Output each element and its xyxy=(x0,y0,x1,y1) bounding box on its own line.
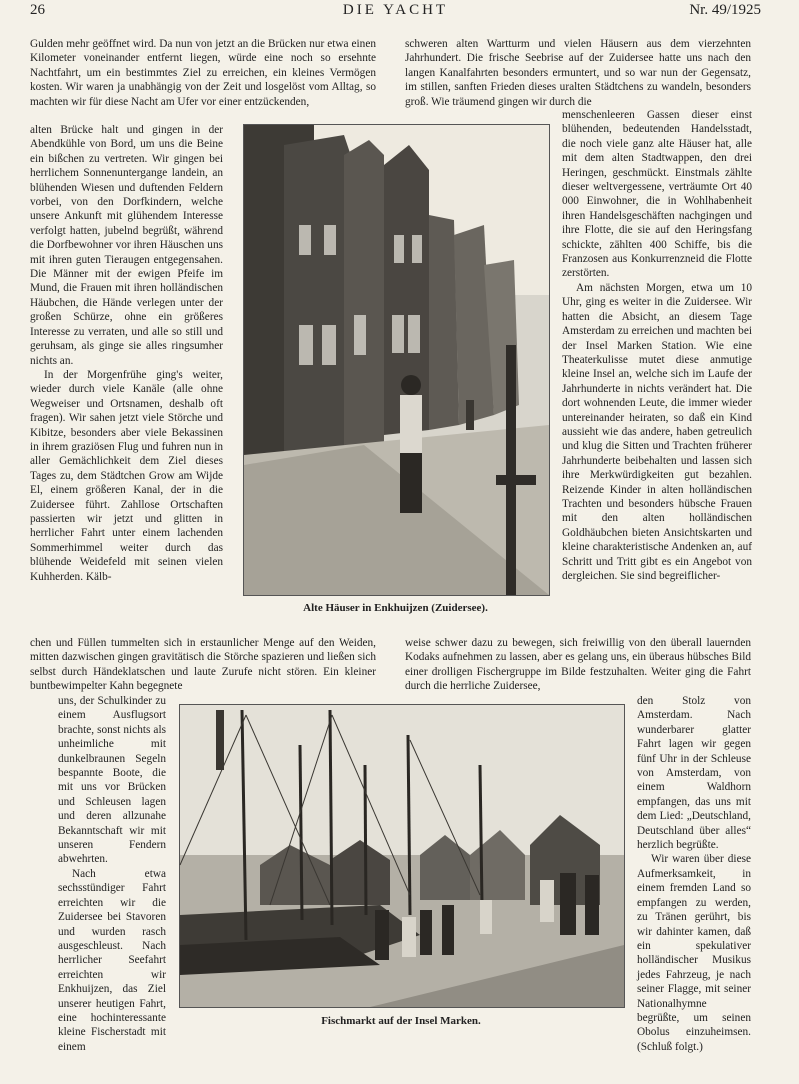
photo-fish-market-marken xyxy=(179,704,625,1008)
paragraph: chen und Füllen tummelten sich in erstaunlicher Menge auf den Weiden, mitten dazwischen gingen gravitätisch die Störche spazieren und ließen sich selbst durch Händeklatschen und laute Zurufe nicht stören. Ein kleiner buntbewimpelter Kahn begegnete xyxy=(30,637,376,693)
right-column-full-width xyxy=(405,636,751,694)
right-column-beside-photo xyxy=(562,108,752,635)
left-column-beside-photo xyxy=(30,123,223,635)
figure-caption: Fischmarkt auf der Insel Marken. xyxy=(321,1015,481,1027)
paragraph: Am nächsten Morgen, etwa um 10 Uhr, ging es weiter in die Zuidersee. Wir hatten die Absicht, an diesem Tage Amsterdam zu erreichen und machten bei der Insel Marken Station. Wie eine Theaterkulisse mutet diese anmutige kleine Insel an, welche sich im Laufe der Jahrhunderte in nichts verändert hat. Die dort wohnenden Leute, die immer wieder untereinander heiraten, so daß ein Kind aussieht wie das andere, haben getreulich und klug die Sitten und Trachten früherer Jahrhunderte beibehalten und lassen sich ihre Merkwürdigkeiten gut bezahlen. Reizende Kinder in alten holländischen Trachten und besonders hübsche Frauen mit den alten holländischen Goldhäubchen bieten Ansichtskarten und kleine charakteristische Andenken an, auf Schritt und Tritt gibt es ein Angebot von dergleichen. Sie sind begreiflicher- xyxy=(562,281,752,582)
photo-old-houses-enkhuijzen xyxy=(243,124,550,596)
right-column-top xyxy=(405,37,751,109)
paragraph: Nach etwa sechsstündiger Fahrt erreichten wir die Zuidersee bei Stavoren und wurden rasch ausgeschleust. Nach herrlicher Seefahrt erreichten wir Enkhuijzen, das Ziel unserer heutigen Fahrt, eine hochinteressante kleine Fischerstadt mit einem xyxy=(58,867,166,1053)
left-column-full-width xyxy=(30,636,376,694)
paragraph: menschenleeren Gassen dieser einst blühenden, bedeutenden Handelsstadt, die noch viele ganz alte Häuser hat, alle mit dem alten Stadtwappen, den drei Heringen, geschmückt. Einstmals zählte dieser weltvergessene, verträumte Ort 40 000 Einwohner, die in Wohlhabenheit ihren Handelsgeschäften nachgingen und ihre Flotte, die sie auf den Heringsfang schickte, zählten 400 Schiffe, bis die Franzosen aus Konkurrenzneid die Flotte zerstörten. xyxy=(562,109,752,280)
figure-caption: Alte Häuser in Enkhuijzen (Zuidersee). xyxy=(303,602,488,614)
paragraph: den Stolz von Amsterdam. Nach wunderbarer glatter Fahrt lagen wir gegen fünf Uhr in der Schleuse von Amsterdam, von einem Waldhorn empfangen, das uns mit dem Lied: „Deutschland, Deutschland über alles“ herzlich begrüßte. xyxy=(637,695,751,852)
page-header xyxy=(30,2,761,24)
paragraph: In der Morgenfrühe ging's weiter, wieder durch viele Kanäle (alle ohne Wegweiser und Ortsnamen, deshalb oft fragen). Wir sahen jetzt viele Störche und Kibitze, besonders aber viele Bekassinen in ihrem graziösen Flug und fuhren nun in aller Gemächlichkeit dem Ziel dieses Tages zu, dem Städtchen Grow am Wijde El, einem größeren Kanal, der in die Zuidersee führt. Zahllose Ortschaften passierten wir jetzt und glitten in herrlicher Fahrt unter einem lachenden Sommerhimmel weiter durch das blühende Weidefeld mit seinen vielen Kuhherden. Kälb- xyxy=(30,368,223,583)
right-column-bottom xyxy=(637,694,751,1053)
paragraph: Gulden mehr geöffnet wird. Da nun von jetzt an die Brücken nur etwa einen Kilometer voneinander entfernt liegen, würde eine noch so ersehnte Nachtfahrt, um ein bestimmtes Ziel zu erreichen, ein kleines Vermögen kosten. Wir waren ja unabhängig von der Zeit und losgelöst vom Alltag, so machten wir für diese Nacht am Ufer vor einer entzückenden, xyxy=(30,38,376,108)
paragraph: weise schwer dazu zu bewegen, sich freiwillig von den überall lauernden Kodaks aufnehmen zu lassen, aber es gelang uns, ein überaus hübsches Bild einer drolligen Fischergruppe im Bilde festzuhalten. Weiter ging die Fahrt durch die herrliche Zuidersee, xyxy=(405,637,751,693)
issue-number: Nr. 49/1925 xyxy=(689,2,761,18)
page-number: 26 xyxy=(30,2,45,18)
left-column-bottom xyxy=(58,694,166,1053)
left-column-top xyxy=(30,37,376,124)
paragraph: schweren alten Wartturm und vielen Häusern aus dem vierzehnten Jahrhundert. Die frische Seebrise auf der Zuidersee hatte uns nach den langen Kanalfahrten besonders ermuntert, und so war nun der Gegensatz, im stillen, sanften Frieden dieses uralten Städtchens zu wandeln, besonders groß. Wie träumend gingen wir durch die xyxy=(405,38,751,108)
journal-title: DIE YACHT xyxy=(342,2,449,18)
paragraph: uns, der Schulkinder zu einem Ausflugsort brachte, sonst nichts als unheimliche mit dunkelbraunen Segeln bespannte Boote, die mit uns vor Brücken und Schleusen lagen und deren allzunahe Bekanntschaft wir mit unseren Fendern abwehrten. xyxy=(58,695,166,866)
paragraph: Wir waren über diese Aufmerksamkeit, in einem fremden Land so empfangen zu werden, zu Tränen gerührt, bis wir dahinter kamen, daß ein spekulativer holländischer Musikus jedes Fahrzeug, je nach seiner Flagge, mit seiner Nationalhymne begrüßte, um seinen Obolus einzuheimsen. (Schluß folgt.) xyxy=(637,853,751,1053)
paragraph: alten Brücke halt und gingen in der Abendkühle von Bord, um uns die Beine ein bißchen zu vertreten. Wir gingen bei herrlichem Sonnenuntergange landein, an blühenden Wiesen und duftenden Feldern vorbei, von den Dorfkindern, welche unsere Ankunft mit glühendem Interesse verfolgt hatten, jubelnd begrüßt, während die Dorfbewohner vor ihren Häuschen uns mit ihren guten Tieraugen entgegensahen. Die Männer mit der ewigen Pfeife im Mund, die Frauen mit ihren holländischen Häubchen, die Hände verlegen unter der großen Schürze, ohne ein größeres Interesse zu verraten, und alle so still und geruhsam, als ginge sie alles ringsumher nichts an. xyxy=(30,124,223,367)
